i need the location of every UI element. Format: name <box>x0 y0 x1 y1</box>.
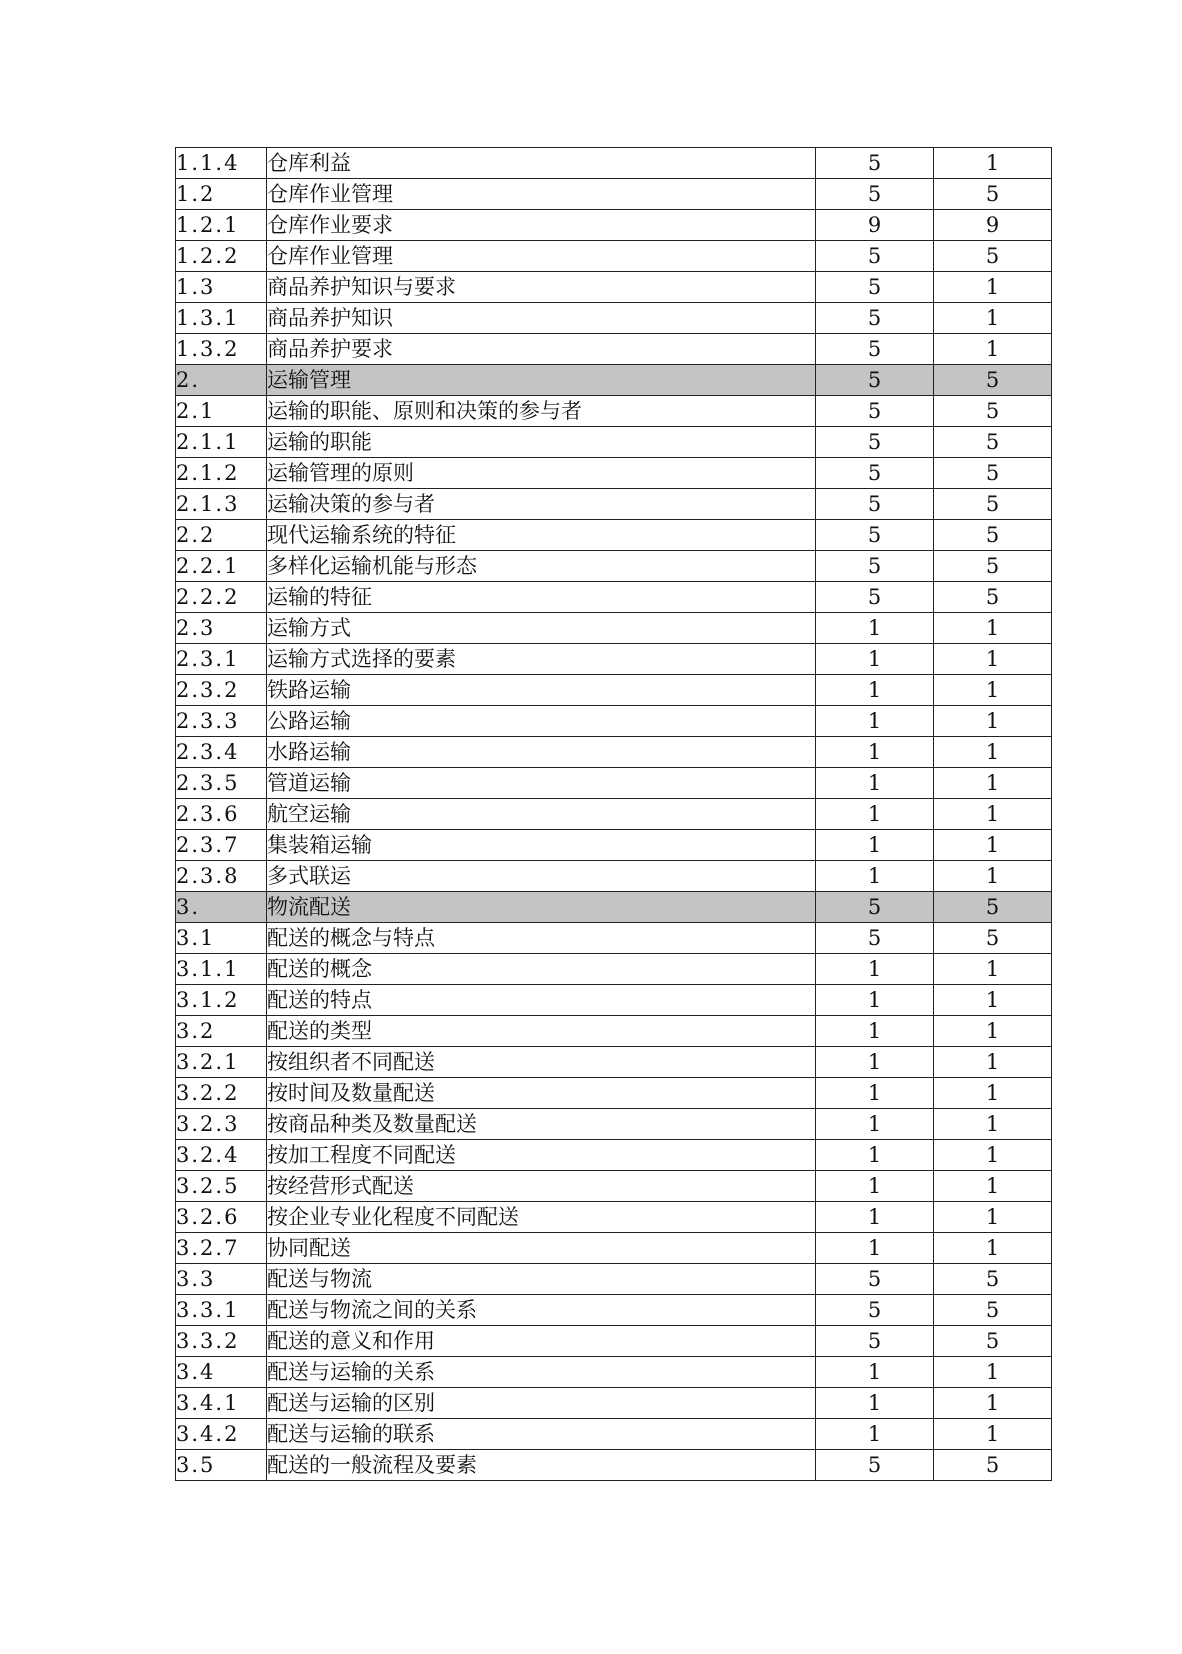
value-a-cell: 1 <box>816 644 934 675</box>
section-number-cell: 3.2.5 <box>176 1171 267 1202</box>
value-b-cell: 5 <box>934 892 1052 923</box>
table-row <box>176 1450 1052 1481</box>
table-row <box>176 210 1052 241</box>
section-number-cell: 3.2.6 <box>176 1202 267 1233</box>
value-a-cell: 1 <box>816 830 934 861</box>
value-a-cell: 5 <box>816 1326 934 1357</box>
value-b-cell: 5 <box>934 923 1052 954</box>
section-number-cell: 3.2.4 <box>176 1140 267 1171</box>
table-row <box>176 1078 1052 1109</box>
value-a-cell: 1 <box>816 613 934 644</box>
value-b-cell: 1 <box>934 1140 1052 1171</box>
topic-title-cell: 按企业专业化程度不同配送 <box>267 1202 816 1233</box>
section-number-cell: 2.2.1 <box>176 551 267 582</box>
value-b-cell: 5 <box>934 396 1052 427</box>
value-a-cell: 5 <box>816 458 934 489</box>
topic-title-cell: 按经营形式配送 <box>267 1171 816 1202</box>
section-number-cell: 2.3.5 <box>176 768 267 799</box>
value-a-cell: 5 <box>816 334 934 365</box>
value-b-cell: 1 <box>934 1202 1052 1233</box>
topic-title-cell: 配送的特点 <box>267 985 816 1016</box>
table-row <box>176 551 1052 582</box>
topic-title-cell: 配送与运输的区别 <box>267 1388 816 1419</box>
section-number-cell: 3. <box>176 892 267 923</box>
section-number-cell: 3.4 <box>176 1357 267 1388</box>
topic-title-cell: 水路运输 <box>267 737 816 768</box>
section-number-cell: 3.4.2 <box>176 1419 267 1450</box>
section-number-cell: 2.3 <box>176 613 267 644</box>
section-number-cell: 1.2.2 <box>176 241 267 272</box>
table-row <box>176 458 1052 489</box>
table-row <box>176 334 1052 365</box>
table-row <box>176 1264 1052 1295</box>
value-b-cell: 1 <box>934 272 1052 303</box>
section-number-cell: 2.3.7 <box>176 830 267 861</box>
topic-title-cell: 运输方式选择的要素 <box>267 644 816 675</box>
value-a-cell: 9 <box>816 210 934 241</box>
value-b-cell: 1 <box>934 706 1052 737</box>
topic-title-cell: 协同配送 <box>267 1233 816 1264</box>
section-number-cell: 2.3.3 <box>176 706 267 737</box>
section-number-cell: 1.2 <box>176 179 267 210</box>
section-number-cell: 3.3.1 <box>176 1295 267 1326</box>
value-a-cell: 1 <box>816 1109 934 1140</box>
value-b-cell: 1 <box>934 1109 1052 1140</box>
syllabus-table <box>175 147 1052 1481</box>
value-b-cell: 1 <box>934 644 1052 675</box>
topic-title-cell: 物流配送 <box>267 892 816 923</box>
topic-title-cell: 仓库作业要求 <box>267 210 816 241</box>
value-b-cell: 5 <box>934 1450 1052 1481</box>
value-a-cell: 1 <box>816 706 934 737</box>
value-b-cell: 1 <box>934 334 1052 365</box>
section-number-cell: 1.3.1 <box>176 303 267 334</box>
table-row <box>176 520 1052 551</box>
value-a-cell: 1 <box>816 1419 934 1450</box>
value-a-cell: 5 <box>816 1450 934 1481</box>
section-number-cell: 3.2.2 <box>176 1078 267 1109</box>
topic-title-cell: 按组织者不同配送 <box>267 1047 816 1078</box>
topic-title-cell: 运输管理的原则 <box>267 458 816 489</box>
value-b-cell: 5 <box>934 520 1052 551</box>
topic-title-cell: 集装箱运输 <box>267 830 816 861</box>
topic-title-cell: 商品养护知识与要求 <box>267 272 816 303</box>
table-row <box>176 830 1052 861</box>
topic-title-cell: 运输管理 <box>267 365 816 396</box>
topic-title-cell: 按时间及数量配送 <box>267 1078 816 1109</box>
value-b-cell: 1 <box>934 1233 1052 1264</box>
topic-title-cell: 多样化运输机能与形态 <box>267 551 816 582</box>
table-row <box>176 1202 1052 1233</box>
value-b-cell: 9 <box>934 210 1052 241</box>
table-row <box>176 1388 1052 1419</box>
value-a-cell: 1 <box>816 1357 934 1388</box>
section-number-cell: 2.3.4 <box>176 737 267 768</box>
value-a-cell: 1 <box>816 954 934 985</box>
section-number-cell: 2.2.2 <box>176 582 267 613</box>
table-row <box>176 675 1052 706</box>
value-b-cell: 5 <box>934 241 1052 272</box>
value-a-cell: 5 <box>816 1295 934 1326</box>
value-b-cell: 1 <box>934 830 1052 861</box>
section-number-cell: 1.1.4 <box>176 148 267 179</box>
section-number-cell: 3.5 <box>176 1450 267 1481</box>
topic-title-cell: 仓库作业管理 <box>267 179 816 210</box>
value-a-cell: 5 <box>816 923 934 954</box>
value-a-cell: 5 <box>816 303 934 334</box>
value-b-cell: 5 <box>934 489 1052 520</box>
topic-title-cell: 配送与物流 <box>267 1264 816 1295</box>
table-row <box>176 582 1052 613</box>
value-a-cell: 5 <box>816 1264 934 1295</box>
value-a-cell: 1 <box>816 1233 934 1264</box>
section-number-cell: 1.3.2 <box>176 334 267 365</box>
table-row <box>176 179 1052 210</box>
section-number-cell: 3.2 <box>176 1016 267 1047</box>
topic-title-cell: 公路运输 <box>267 706 816 737</box>
value-b-cell: 5 <box>934 582 1052 613</box>
table-row <box>176 861 1052 892</box>
value-b-cell: 5 <box>934 551 1052 582</box>
value-b-cell: 1 <box>934 799 1052 830</box>
table-row <box>176 644 1052 675</box>
section-number-cell: 3.2.7 <box>176 1233 267 1264</box>
section-number-cell: 1.2.1 <box>176 210 267 241</box>
table-row <box>176 272 1052 303</box>
topic-title-cell: 运输方式 <box>267 613 816 644</box>
section-number-cell: 2.1.2 <box>176 458 267 489</box>
value-b-cell: 1 <box>934 954 1052 985</box>
section-number-cell: 2.1.1 <box>176 427 267 458</box>
section-number-cell: 3.3 <box>176 1264 267 1295</box>
value-b-cell: 5 <box>934 365 1052 396</box>
value-a-cell: 5 <box>816 582 934 613</box>
value-a-cell: 1 <box>816 1202 934 1233</box>
value-a-cell: 5 <box>816 396 934 427</box>
value-b-cell: 1 <box>934 1388 1052 1419</box>
value-b-cell: 1 <box>934 148 1052 179</box>
section-number-cell: 3.4.1 <box>176 1388 267 1419</box>
value-a-cell: 5 <box>816 241 934 272</box>
table-row <box>176 1357 1052 1388</box>
table-row <box>176 427 1052 458</box>
topic-title-cell: 多式联运 <box>267 861 816 892</box>
value-a-cell: 1 <box>816 768 934 799</box>
value-a-cell: 1 <box>816 1388 934 1419</box>
value-a-cell: 1 <box>816 1078 934 1109</box>
topic-title-cell: 铁路运输 <box>267 675 816 706</box>
section-number-cell: 3.2.1 <box>176 1047 267 1078</box>
section-number-cell: 2.2 <box>176 520 267 551</box>
value-b-cell: 1 <box>934 1047 1052 1078</box>
topic-title-cell: 现代运输系统的特征 <box>267 520 816 551</box>
topic-title-cell: 配送与物流之间的关系 <box>267 1295 816 1326</box>
value-a-cell: 1 <box>816 1047 934 1078</box>
table-row <box>176 1140 1052 1171</box>
topic-title-cell: 运输的职能、原则和决策的参与者 <box>267 396 816 427</box>
table-row <box>176 613 1052 644</box>
table-row <box>176 706 1052 737</box>
section-number-cell: 2. <box>176 365 267 396</box>
value-b-cell: 5 <box>934 1264 1052 1295</box>
value-b-cell: 1 <box>934 613 1052 644</box>
value-a-cell: 5 <box>816 148 934 179</box>
section-number-cell: 2.1.3 <box>176 489 267 520</box>
topic-title-cell: 仓库作业管理 <box>267 241 816 272</box>
value-b-cell: 1 <box>934 1419 1052 1450</box>
topic-title-cell: 配送与运输的关系 <box>267 1357 816 1388</box>
value-b-cell: 1 <box>934 675 1052 706</box>
section-row <box>176 365 1052 396</box>
topic-title-cell: 配送的概念与特点 <box>267 923 816 954</box>
value-b-cell: 5 <box>934 1295 1052 1326</box>
table-row <box>176 1419 1052 1450</box>
value-a-cell: 5 <box>816 179 934 210</box>
table-row <box>176 768 1052 799</box>
value-a-cell: 1 <box>816 1140 934 1171</box>
section-number-cell: 2.3.2 <box>176 675 267 706</box>
table-row <box>176 1016 1052 1047</box>
topic-title-cell: 配送的意义和作用 <box>267 1326 816 1357</box>
topic-title-cell: 配送的概念 <box>267 954 816 985</box>
topic-title-cell: 商品养护要求 <box>267 334 816 365</box>
value-a-cell: 1 <box>816 1016 934 1047</box>
value-b-cell: 5 <box>934 427 1052 458</box>
value-b-cell: 1 <box>934 737 1052 768</box>
value-a-cell: 5 <box>816 365 934 396</box>
table-row <box>176 737 1052 768</box>
table-row <box>176 1295 1052 1326</box>
value-b-cell: 1 <box>934 768 1052 799</box>
table-row <box>176 1171 1052 1202</box>
value-b-cell: 1 <box>934 1016 1052 1047</box>
topic-title-cell: 配送的一般流程及要素 <box>267 1450 816 1481</box>
topic-title-cell: 配送与运输的联系 <box>267 1419 816 1450</box>
table-row <box>176 799 1052 830</box>
section-number-cell: 3.3.2 <box>176 1326 267 1357</box>
topic-title-cell: 航空运输 <box>267 799 816 830</box>
topic-title-cell: 仓库利益 <box>267 148 816 179</box>
value-a-cell: 1 <box>816 799 934 830</box>
section-number-cell: 2.3.6 <box>176 799 267 830</box>
value-a-cell: 5 <box>816 272 934 303</box>
section-number-cell: 2.1 <box>176 396 267 427</box>
section-number-cell: 3.1.2 <box>176 985 267 1016</box>
topic-title-cell: 商品养护知识 <box>267 303 816 334</box>
section-number-cell: 2.3.8 <box>176 861 267 892</box>
value-b-cell: 1 <box>934 1078 1052 1109</box>
table-row <box>176 489 1052 520</box>
section-row <box>176 892 1052 923</box>
table-row <box>176 954 1052 985</box>
topic-title-cell: 运输决策的参与者 <box>267 489 816 520</box>
value-b-cell: 1 <box>934 861 1052 892</box>
section-number-cell: 1.3 <box>176 272 267 303</box>
value-a-cell: 1 <box>816 985 934 1016</box>
value-b-cell: 1 <box>934 1171 1052 1202</box>
table-body <box>176 148 1052 1481</box>
value-b-cell: 1 <box>934 1357 1052 1388</box>
value-a-cell: 1 <box>816 737 934 768</box>
value-a-cell: 1 <box>816 1171 934 1202</box>
table-row <box>176 985 1052 1016</box>
topic-title-cell: 运输的职能 <box>267 427 816 458</box>
section-number-cell: 3.1 <box>176 923 267 954</box>
table-row <box>176 1047 1052 1078</box>
value-a-cell: 5 <box>816 892 934 923</box>
value-a-cell: 1 <box>816 675 934 706</box>
table-row <box>176 1326 1052 1357</box>
value-a-cell: 5 <box>816 489 934 520</box>
value-a-cell: 5 <box>816 551 934 582</box>
value-b-cell: 5 <box>934 179 1052 210</box>
value-b-cell: 5 <box>934 1326 1052 1357</box>
topic-title-cell: 运输的特征 <box>267 582 816 613</box>
value-b-cell: 1 <box>934 985 1052 1016</box>
value-b-cell: 5 <box>934 458 1052 489</box>
table-row <box>176 396 1052 427</box>
topic-title-cell: 按加工程度不同配送 <box>267 1140 816 1171</box>
table-row <box>176 303 1052 334</box>
section-number-cell: 3.2.3 <box>176 1109 267 1140</box>
table-row <box>176 241 1052 272</box>
value-a-cell: 5 <box>816 427 934 458</box>
section-number-cell: 2.3.1 <box>176 644 267 675</box>
table-row <box>176 1109 1052 1140</box>
value-a-cell: 5 <box>816 520 934 551</box>
topic-title-cell: 配送的类型 <box>267 1016 816 1047</box>
table-row <box>176 923 1052 954</box>
topic-title-cell: 管道运输 <box>267 768 816 799</box>
topic-title-cell: 按商品种类及数量配送 <box>267 1109 816 1140</box>
section-number-cell: 3.1.1 <box>176 954 267 985</box>
table-row <box>176 148 1052 179</box>
value-a-cell: 1 <box>816 861 934 892</box>
table-row <box>176 1233 1052 1264</box>
value-b-cell: 1 <box>934 303 1052 334</box>
